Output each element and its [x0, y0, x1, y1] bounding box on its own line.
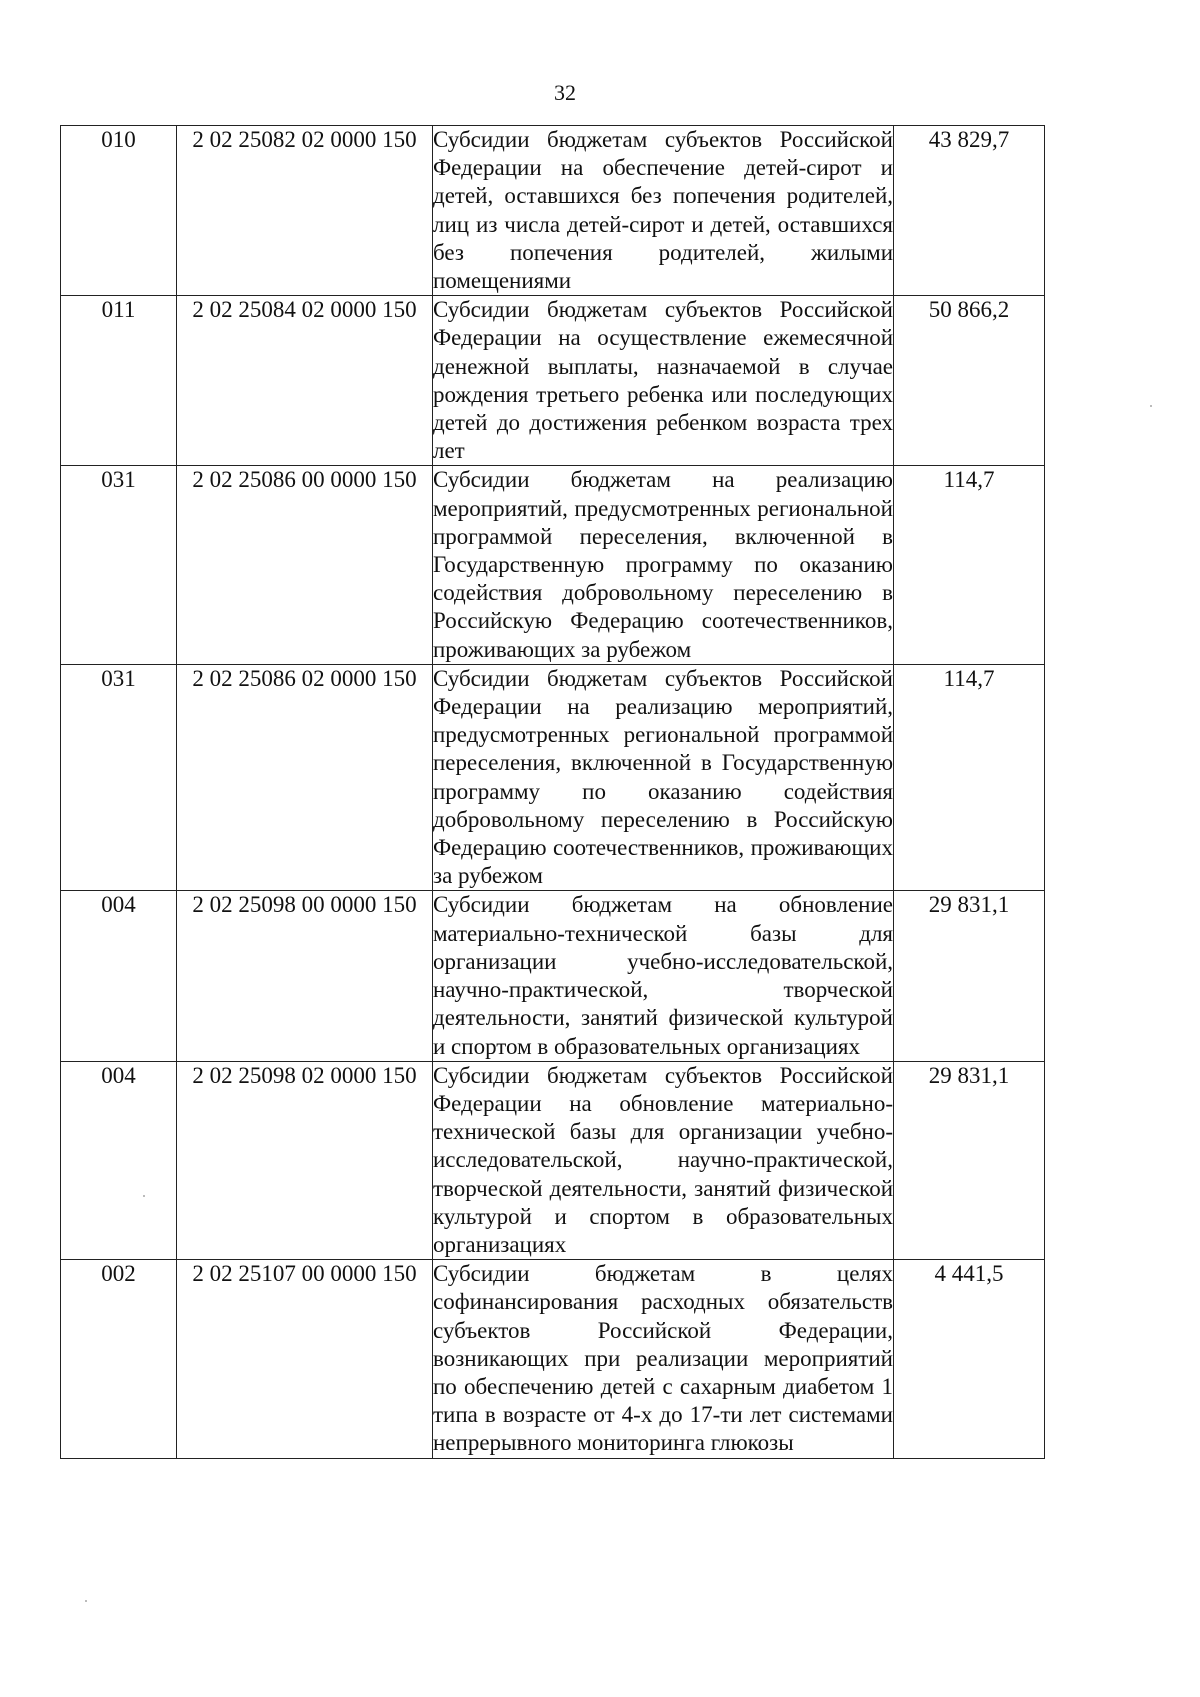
table-row: [61, 891, 1045, 1061]
amount-cell: 4 441,5: [894, 1260, 1045, 1458]
budget-classification-code-cell: 2 02 25107 00 0000 150: [177, 1260, 433, 1458]
ministry-code-cell: 002: [61, 1260, 177, 1458]
budget-classification-code-cell: 2 02 25086 02 0000 150: [177, 664, 433, 891]
budget-classification-code-cell: 2 02 25098 02 0000 150: [177, 1061, 433, 1259]
ministry-code-cell: 004: [61, 1061, 177, 1259]
revenue-name-cell: Субсидии бюджетам субъектов Российской Федерации на обновление материально-технической базы для организации учебно-исследовательской, научно-практической, творческой деятельности, занятий физической культурой и спортом в образовательных организациях: [433, 1061, 894, 1259]
page-number: 32: [554, 80, 576, 105]
budget-classification-code-cell: 2 02 25084 02 0000 150: [177, 296, 433, 466]
revenue-name-cell: Субсидии бюджетам на реализацию мероприятий, предусмотренных региональной программой переселения, включенной в Государственную программу по оказанию содействия добровольному переселению в Российскую Федерацию соотечественников, проживающих за рубежом: [433, 466, 894, 664]
ministry-code-cell: 011: [61, 296, 177, 466]
ministry-code-cell: 031: [61, 466, 177, 664]
scan-speck: [143, 1195, 145, 1197]
revenue-name-cell: Субсидии бюджетам в целях софинансирования расходных обязательств субъектов Российской Федерации, возникающих при реализации мероприятий по обеспечению детей с сахарным диабетом 1 типа в возрасте от 4-х до 17-ти лет системами непрерывного мониторинга глюкозы: [433, 1260, 894, 1458]
amount-cell: 29 831,1: [894, 891, 1045, 1061]
amount-cell: 114,7: [894, 466, 1045, 664]
table-row: [61, 1061, 1045, 1259]
revenue-name-cell: Субсидии бюджетам на обновление материально-технической базы для организации учебно-исследовательской, научно-практической, творческой деятельности, занятий физической культурой и спортом в образовательных организациях: [433, 891, 894, 1061]
budget-classification-code-cell: 2 02 25086 00 0000 150: [177, 466, 433, 664]
budget-classification-code-cell: 2 02 25098 00 0000 150: [177, 891, 433, 1061]
revenue-name-cell: Субсидии бюджетам субъектов Российской Федерации на обеспечение детей-сирот и детей, оставшихся без попечения родителей, лиц из числа детей-сирот и детей, оставшихся без попечения родителей, жилыми помещениями: [433, 126, 894, 296]
amount-cell: 114,7: [894, 664, 1045, 891]
scan-speck: [85, 1600, 87, 1602]
table-row: [61, 1260, 1045, 1458]
ministry-code-cell: 010: [61, 126, 177, 296]
table-row: [61, 466, 1045, 664]
revenue-table: [60, 125, 1045, 1459]
amount-cell: 29 831,1: [894, 1061, 1045, 1259]
budget-classification-code-cell: 2 02 25082 02 0000 150: [177, 126, 433, 296]
revenue-name-cell: Субсидии бюджетам субъектов Российской Федерации на реализацию мероприятий, предусмотренных региональной программой переселения, включенной в Государственную программу по оказанию содействия добровольному переселению в Российскую Федерацию соотечественников, проживающих за рубежом: [433, 664, 894, 891]
revenue-name-cell: Субсидии бюджетам субъектов Российской Федерации на осуществление ежемесячной денежной выплаты, назначаемой в случае рождения третьего ребенка или последующих детей до достижения ребенком возраста трех лет: [433, 296, 894, 466]
table-row: [61, 296, 1045, 466]
scan-speck: [1150, 405, 1152, 407]
ministry-code-cell: 004: [61, 891, 177, 1061]
amount-cell: 50 866,2: [894, 296, 1045, 466]
table-row: [61, 126, 1045, 296]
table-row: [61, 664, 1045, 891]
ministry-code-cell: 031: [61, 664, 177, 891]
amount-cell: 43 829,7: [894, 126, 1045, 296]
